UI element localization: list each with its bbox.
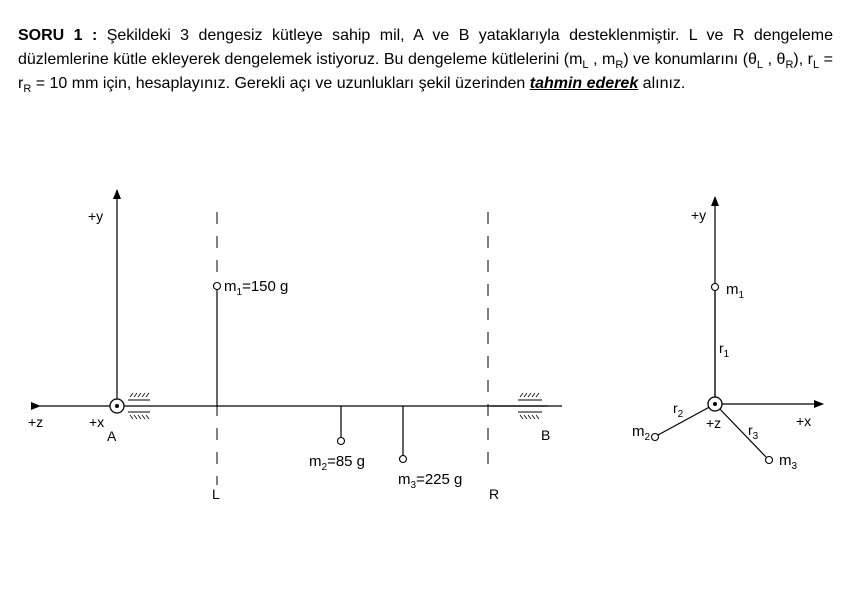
m3-end-circle: [766, 457, 773, 464]
r3-label: $r_3$: [748, 422, 759, 442]
sub-l-1: L: [582, 59, 589, 72]
end-plus-z: +z: [706, 415, 722, 431]
emphasis-text: tahmin ederek: [529, 75, 639, 92]
side-plus-x: +x: [89, 414, 105, 430]
m1-end-circle: [712, 284, 719, 291]
end-plus-y: +y: [691, 207, 707, 223]
m2-end-circle: [652, 434, 659, 441]
sub-r-2: R: [785, 59, 794, 72]
sub-l-3: L: [813, 59, 820, 72]
problem-text-8: alınız.: [638, 75, 686, 92]
end-plus-x: +x: [796, 413, 812, 429]
plane-r-label: R: [489, 486, 500, 502]
side-plus-y: +y: [88, 208, 104, 224]
r3-arm: [715, 404, 766, 457]
problem-text-2: , m: [588, 51, 616, 68]
plane-l-label: L: [212, 486, 220, 502]
problem-label: SORU 1 :: [18, 27, 98, 44]
m1-mass-circle: [214, 283, 221, 290]
m3-side-label: $m_3=225$ g: [398, 471, 463, 491]
r2-label: $r_2$: [673, 400, 684, 420]
m3-mass-circle: [400, 456, 407, 463]
m2-mass-circle: [338, 438, 345, 445]
problem-text-4: , θ: [763, 51, 786, 68]
m1-end-label: $m_1$: [726, 281, 745, 301]
m1-side-label: $m_1=150$ g: [224, 278, 289, 298]
bearing-a-label: A: [107, 428, 117, 444]
m2-side-label: $m_2=85$ g: [309, 453, 366, 473]
side-plus-z: +z: [28, 414, 44, 430]
problem-text-5: ), r: [793, 51, 814, 68]
side-view: [28, 190, 562, 502]
problem-text-1: Şekildeki 3 dengesiz kütleye sahip mil, A ve B yataklarıyla desteklenmiştir. L ve R dengeleme düzlemlerine kütle ekleyerek dengelemek istiyoruz. Bu dengeleme kütlelerini (m: [18, 27, 834, 68]
sub-r-1: R: [615, 59, 624, 72]
sub-l-2: L: [756, 59, 764, 72]
problem-text-3: ) ve konumlarını (θ: [623, 51, 757, 68]
bearing-b-label: B: [541, 427, 551, 443]
m2-end-label: $m_2$: [632, 423, 651, 443]
m3-end-label: $m_3$: [779, 452, 798, 472]
sub-r-3: R: [23, 83, 32, 96]
problem-text-7: = 10 mm için, hesaplayınız. Gerekli açı ve uzunlukları şekil üzerinden: [31, 75, 530, 92]
end-view: [632, 197, 823, 472]
r1-label: $r_1$: [719, 340, 730, 360]
problem-text-6: = r: [18, 51, 834, 92]
